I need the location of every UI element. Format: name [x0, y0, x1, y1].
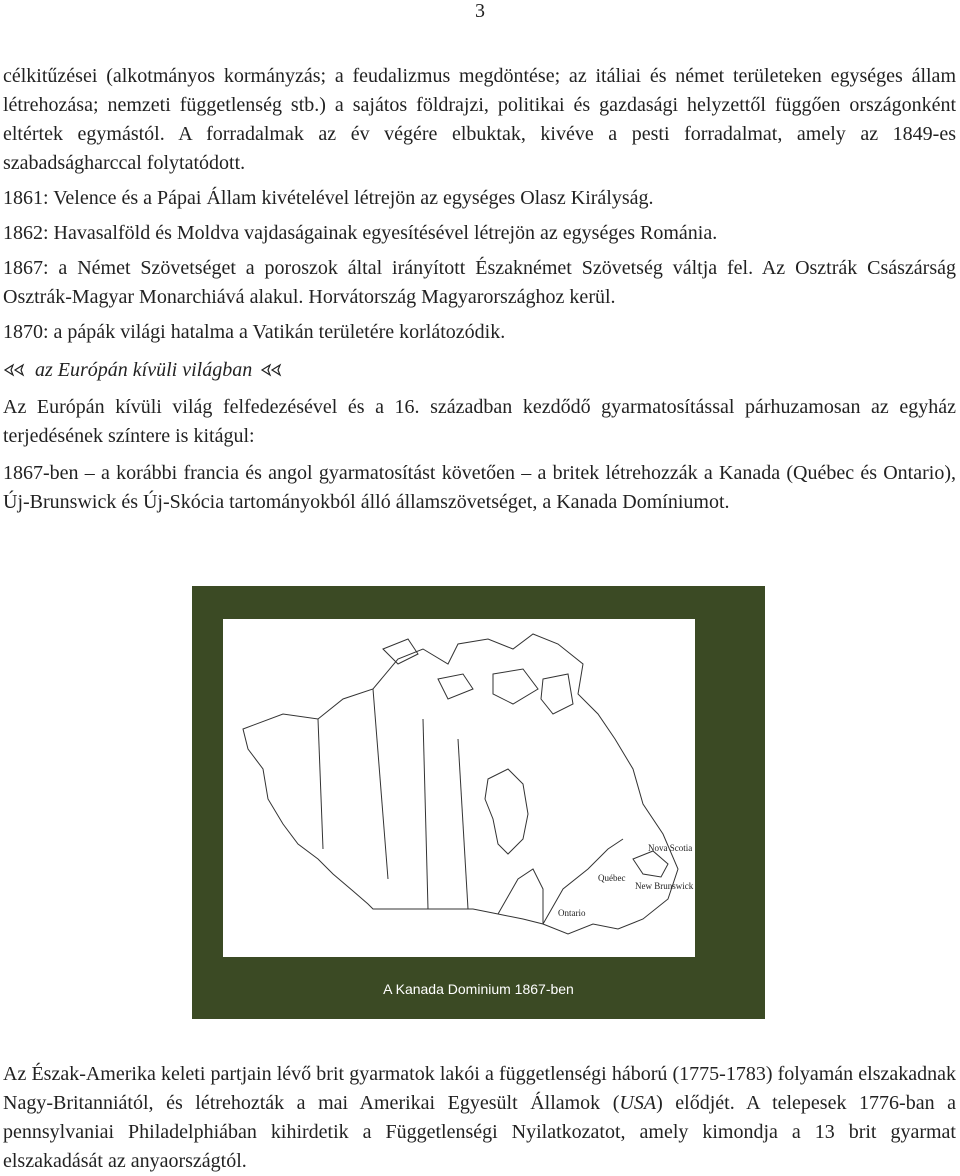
- paragraph-1867: 1867: a Német Szövetséget a poroszok által irányított Északnémet Szövetség váltja fel. Az Osztrák Császárság Osztrák-Magyar Monarchiává alakul. Horvátország Magyarországhoz kerül.: [3, 257, 956, 308]
- paragraph-1862: 1862: Havasalföld és Moldva vajdaságainak egyesítésével létrejön az egységes Románia.: [3, 222, 718, 244]
- paragraph-revolution-aims: célkitűzései (alkotmányos kormányzás; a feudalizmus megdöntése; az itáliai és német területeken egységes állam létrehozása; nemzeti függetlenség stb.) a sajátos földrajzi, politikai és gazdasági helyzettől függően országonként eltértek egymástól. A forradalmak az év végére elbuktak, kivéve a pesti forradalmat, amely az 1849-es szabadságharccal folytatódott.: [3, 65, 956, 174]
- territory-border-4: [458, 739, 468, 909]
- arctic-islands-1: [383, 639, 418, 664]
- paragraph-1861: 1861: Velence és a Pápai Állam kivételével létrejön az egységes Olasz Királyság.: [3, 187, 654, 209]
- paragraph-colonization: Az Európán kívüli világ felfedezésével és a 16. században kezdődő gyarmatosítással párhuzamosan az egyház terjedésének színtere is kitágul:: [3, 396, 956, 447]
- maritimes: [633, 851, 668, 877]
- arctic-islands-3: [493, 669, 538, 704]
- territory-border-3: [423, 719, 428, 909]
- bottom-content: [3, 1060, 956, 1176]
- page-number: 3: [475, 0, 485, 22]
- figure-frame: [192, 586, 765, 1019]
- usa-abbreviation: USA: [619, 1092, 657, 1114]
- usa-text-before: Az Észak-Amerika keleti partjain lévő brit gyarmatok lakói a függetlenségi háború (1775-1783) folyamán elszakadnak Nagy-Britanniától, és létrehozták a mai Amerikai Egyesült Államok (: [3, 1063, 956, 1114]
- paragraph-1870: 1870: a pápák világi hatalma a Vatikán területére korlátozódik.: [3, 321, 506, 343]
- map-label-new-brunswick: New Brunswick: [635, 881, 694, 891]
- map-label-quebec: Québec: [598, 873, 626, 883]
- figure-caption: A Kanada Dominium 1867-ben: [383, 981, 574, 997]
- paragraph-canada-1867: 1867-ben – a korábbi francia és angol gyarmatosítást követően – a britek létrehozzák a Kanada (Québec és Ontario), Új-Brunswick és Új-Skócia tartományokból álló államszövetséget, a Kanada Domíniumot.: [3, 462, 956, 513]
- usa-text-after: ) elődjét. A telepesek 1776-ban a pennsylvaniai Philadelphiában kihirdetik a Függetlenségi Nyilatkozatot, amely kimondja a 13 brit gyarmat elszakadását az anyaországtól.: [3, 1092, 956, 1172]
- ornament-right-icon: [260, 363, 284, 377]
- section-heading-text: az Európán kívüli világban: [35, 359, 253, 381]
- canada-map: [223, 619, 695, 957]
- section-heading: [3, 357, 956, 383]
- paragraph-usa-independence: [3, 1060, 956, 1176]
- main-content: [3, 62, 956, 517]
- arctic-islands-4: [541, 674, 573, 714]
- ornament-left-icon: [3, 363, 27, 377]
- territory-border-1: [318, 719, 323, 849]
- arctic-islands-2: [438, 674, 473, 699]
- territory-border-2: [373, 689, 388, 879]
- map-label-ontario: Ontario: [558, 908, 586, 918]
- canada-map-drawing: [223, 619, 695, 957]
- hudson-bay: [485, 769, 528, 854]
- map-label-nova-scotia: Nova Scotia: [648, 843, 693, 853]
